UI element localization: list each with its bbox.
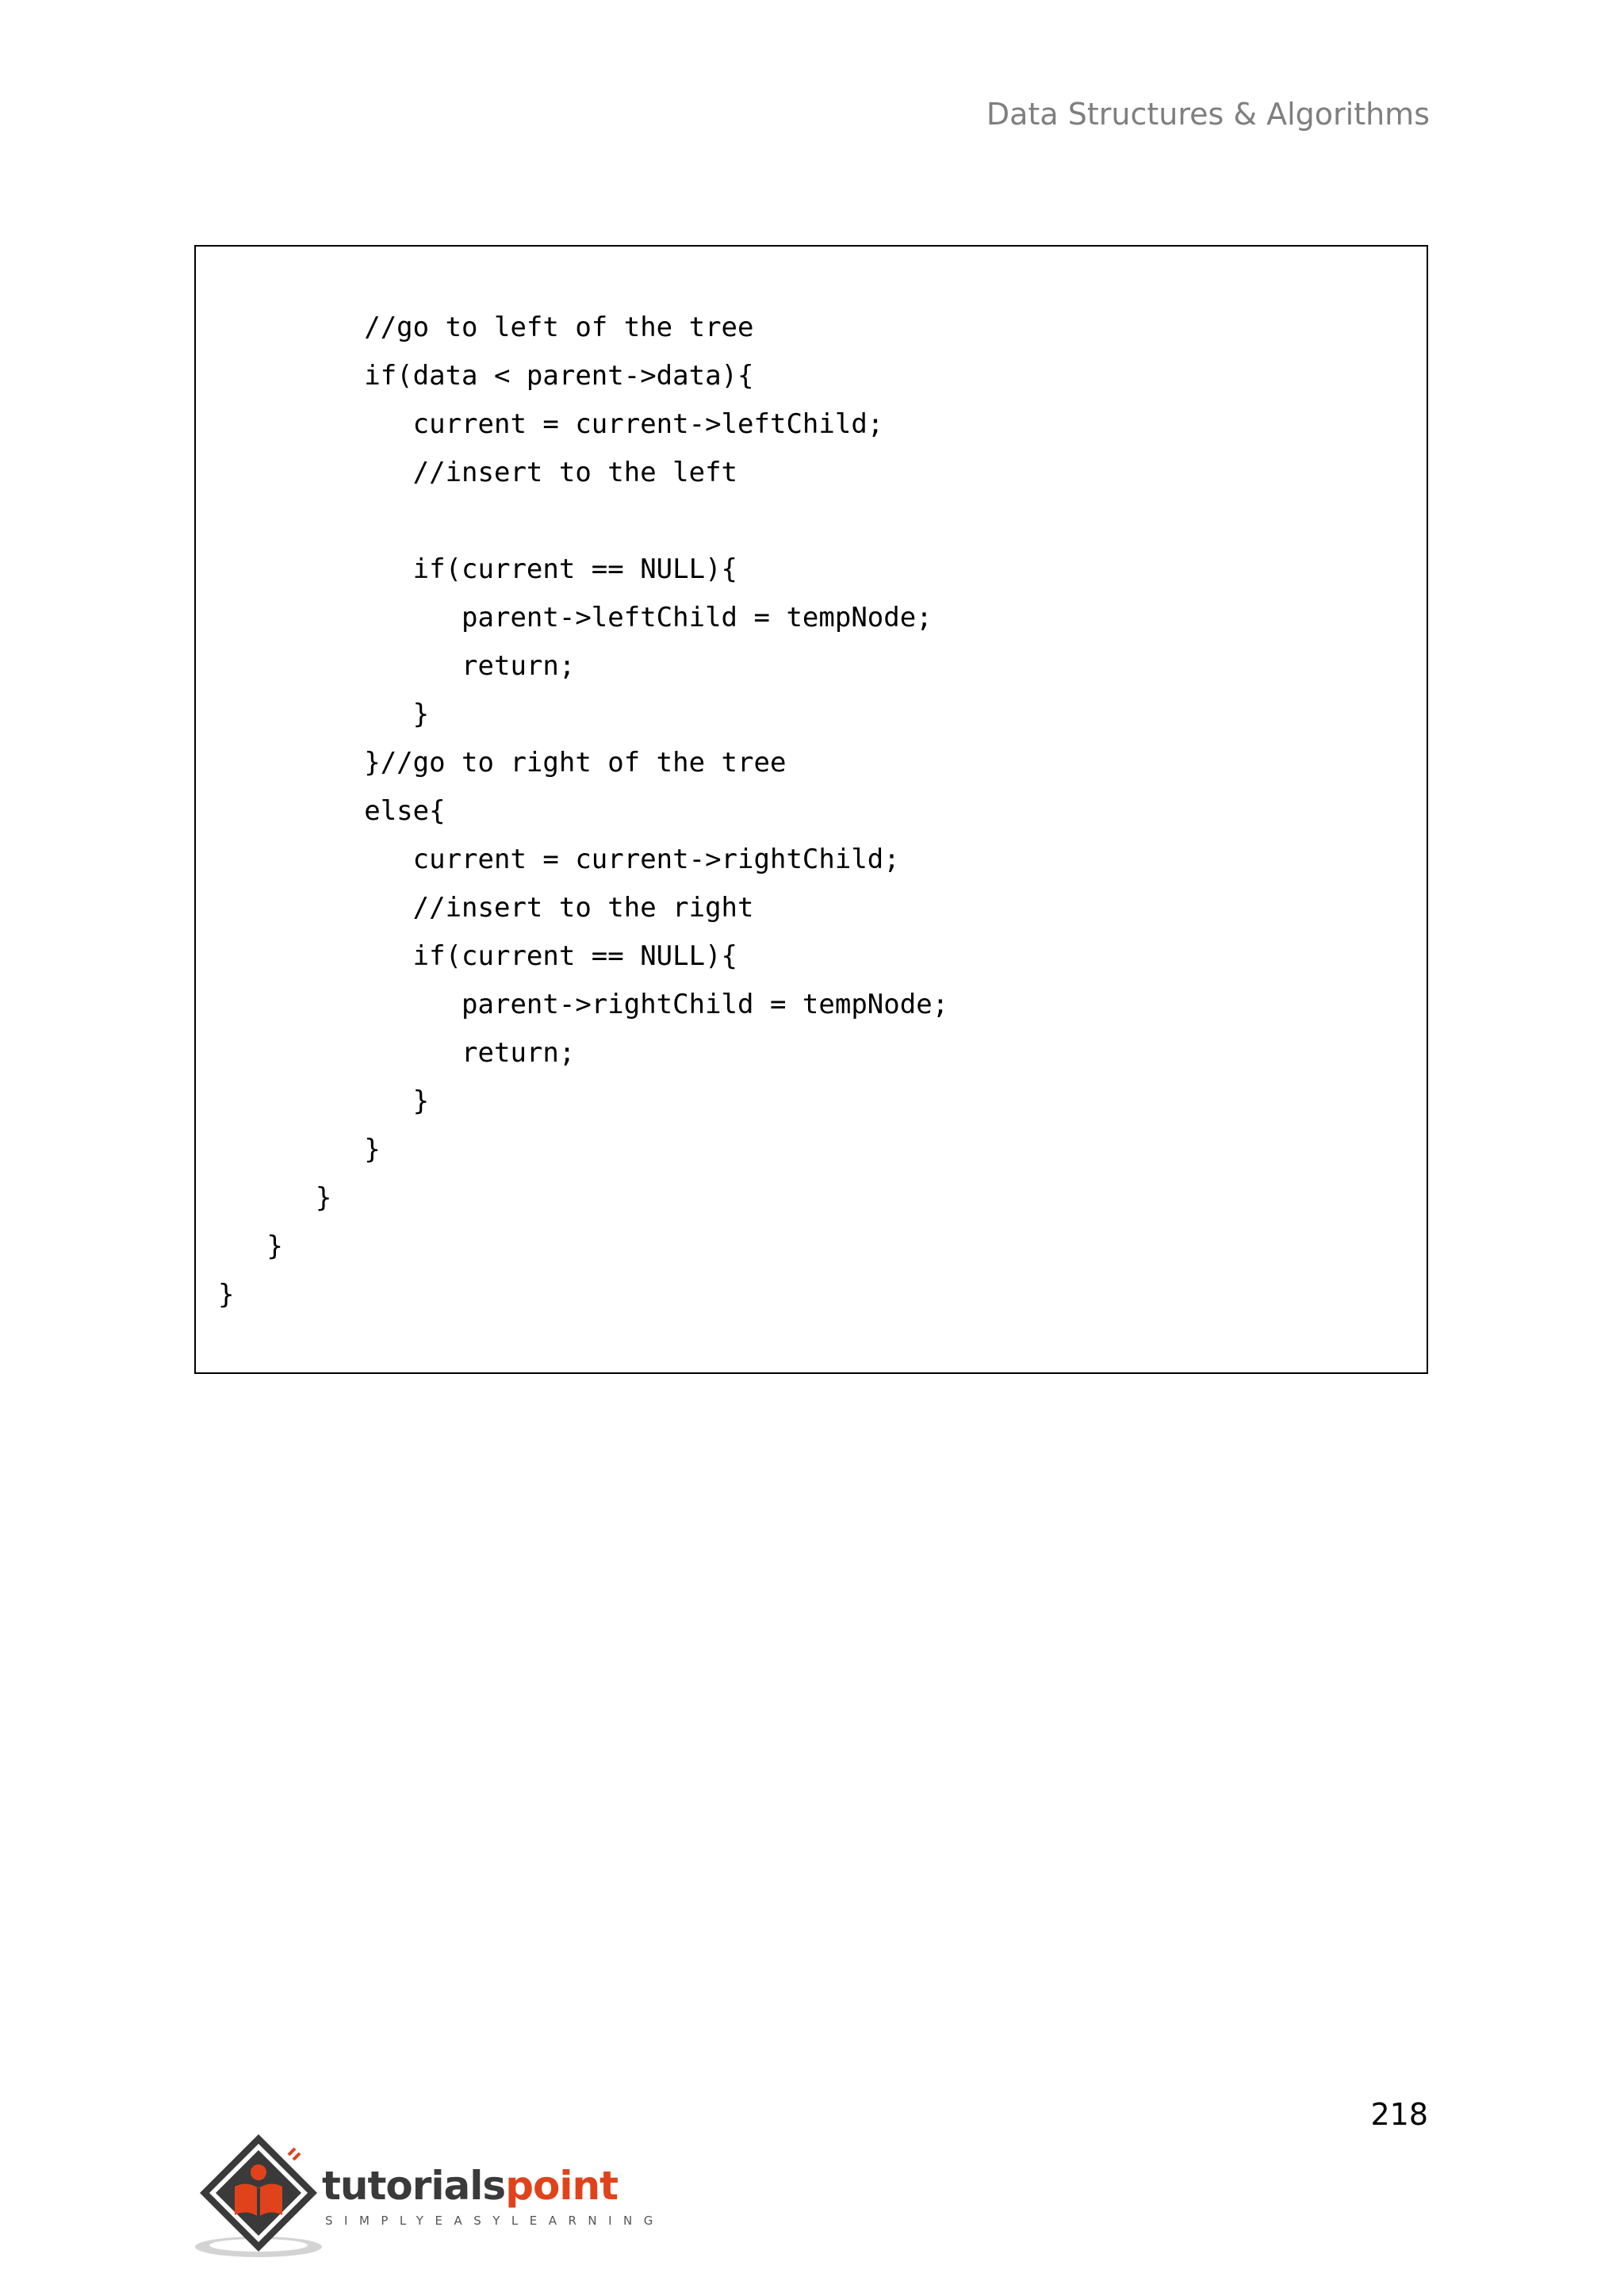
code-line: } xyxy=(218,1085,430,1117)
code-line xyxy=(218,497,948,545)
code-line: } xyxy=(218,1230,283,1262)
code-line: if(current == NULL){ xyxy=(218,940,738,972)
code-line: parent->leftChild = tempNode; xyxy=(218,602,933,633)
code-lines xyxy=(218,304,948,1319)
logo-wordmark xyxy=(322,2163,618,2209)
code-line: return; xyxy=(218,650,576,682)
code-line: } xyxy=(218,1279,235,1311)
code-line: parent->rightChild = tempNode; xyxy=(218,989,949,1020)
code-line: current = current->rightChild; xyxy=(218,844,900,875)
running-header: Data Structures & Algorithms xyxy=(986,97,1430,132)
code-line: if(current == NULL){ xyxy=(218,553,738,585)
code-line: } xyxy=(218,1182,332,1214)
code-line: current = current->leftChild; xyxy=(218,408,884,440)
code-line: //insert to the left xyxy=(218,457,738,488)
code-block xyxy=(194,245,1428,1374)
page-number: 218 xyxy=(1370,2097,1428,2132)
code-line: return; xyxy=(218,1037,576,1069)
logo-wordmark-part1: tutorials xyxy=(322,2163,506,2209)
logo-emblem-icon xyxy=(193,2131,328,2258)
code-line: } xyxy=(218,1134,381,1165)
code-line: else{ xyxy=(218,795,446,827)
logo-tagline: SIMPLYEASYLEARNING xyxy=(325,2214,665,2228)
code-line: //insert to the right xyxy=(218,892,754,924)
code-line: //go to left of the tree xyxy=(218,312,754,343)
logo-wordmark-part2: point xyxy=(505,2163,618,2209)
tutorialspoint-logo xyxy=(193,2131,665,2258)
code-line: }//go to right of the tree xyxy=(218,747,787,779)
code-line: if(data < parent->data){ xyxy=(218,360,754,392)
code-line: } xyxy=(218,698,430,730)
